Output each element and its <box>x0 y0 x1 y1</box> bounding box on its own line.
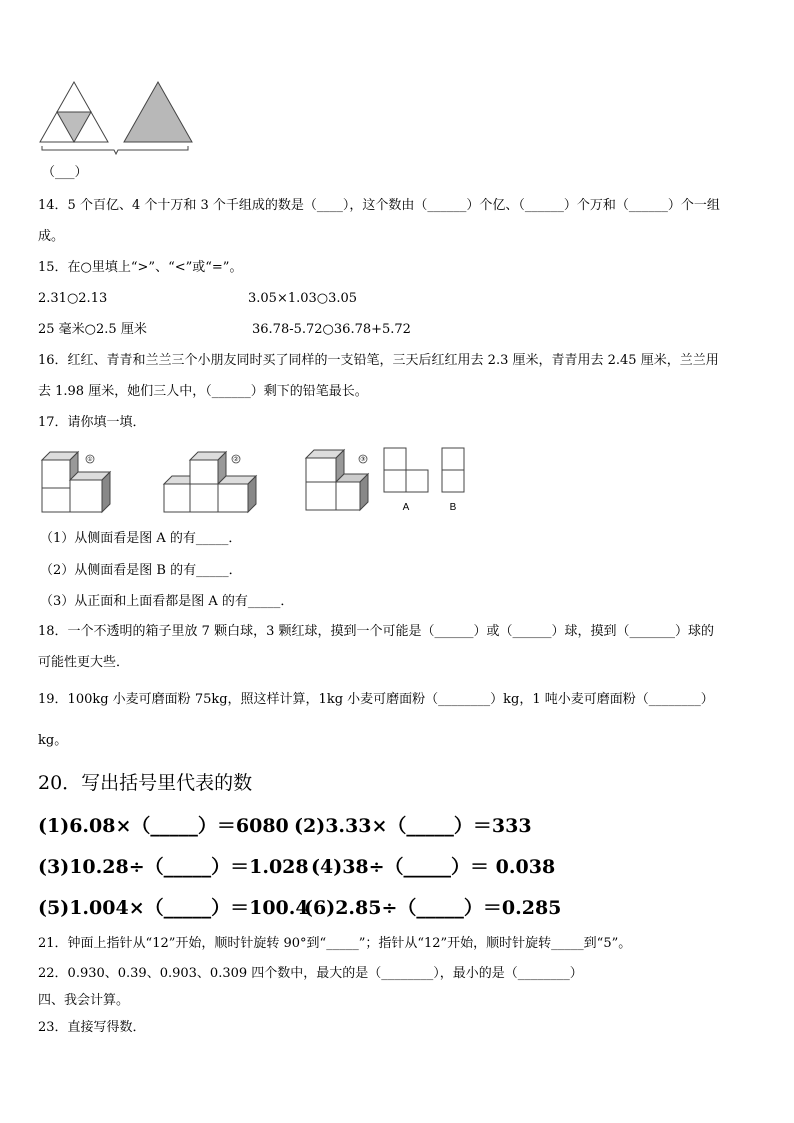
cube-figure-3 <box>306 450 368 510</box>
q17-title: 17．请你填一填． <box>38 415 146 430</box>
view-label-b: B <box>449 502 457 513</box>
q21-text: 21．钟面上指针从“12”开始，顺时针旋转 90°到“_____”；指针从“12”开始，顺时针旋转_____到“5”。 <box>38 936 632 951</box>
q20-p2: (2)3.33×（_____）＝333 <box>294 815 532 837</box>
q18-line2: 可能性更大些． <box>38 655 130 670</box>
view-a <box>384 448 428 513</box>
q18-line1: 18．一个不透明的箱子里放 7 颗白球，3 颗红球，摸到一个可能是（______）或（______）球，摸到（_______）球的 <box>38 624 714 639</box>
q20-p1: (1)6.08×（_____）＝6080 <box>38 815 289 837</box>
fig-label-1: ① <box>87 456 93 463</box>
q20-title: 20．写出括号里代表的数 <box>38 772 253 794</box>
q20-p5: (5)1.004×（_____）＝100.4 <box>38 897 309 919</box>
q15-a: 2.31○2.13 <box>38 291 108 306</box>
fig-label-3: ③ <box>360 456 366 463</box>
triangle-figure <box>36 78 206 158</box>
cube-figures <box>38 446 478 516</box>
q17-s2: （2）从侧面看是图 B 的有_____． <box>40 563 242 578</box>
cube-figure-1 <box>42 452 110 512</box>
q19-line2: kg。 <box>38 733 68 748</box>
q16-line1: 16．红红、青青和兰兰三个小朋友同时买了同样的一支铅笔，三天后红红用去 2.3 厘米，青青用去 2.45 厘米，兰兰用 <box>38 353 719 368</box>
cube-figure-2 <box>164 452 256 512</box>
q15-d: 36.78-5.72○36.78+5.72 <box>252 322 411 337</box>
fig13-blank: （___） <box>42 165 88 180</box>
q19-line1: 19．100kg 小麦可磨面粉 75kg，照这样计算，1kg 小麦可磨面粉（________）kg，1 吨小麦可磨面粉（________） <box>38 692 714 707</box>
q14-line2: 成。 <box>38 229 65 244</box>
q14-line1: 14．5 个百亿、4 个十万和 3 个千组成的数是（____），这个数由（______）个亿、（______）个万和（______）个一组 <box>38 198 720 213</box>
q20-p4: (4)38÷（_____）＝ 0.038 <box>311 856 556 878</box>
q15-title: 15．在○里填上“>”、“<”或“=”。 <box>38 260 243 275</box>
q15-c: 25 毫米○2.5 厘米 <box>38 322 147 337</box>
q23-text: 23．直接写得数． <box>38 1020 146 1035</box>
q15-b: 3.05×1.03○3.05 <box>248 291 358 306</box>
q22-text: 22．0.930、0.39、0.903、0.309 四个数中，最大的是（________），最小的是（________） <box>38 966 583 981</box>
q17-s3: （3）从正面和上面看都是图 A 的有_____． <box>40 594 294 609</box>
q20-p6: (6)2.85÷（_____）＝0.285 <box>304 897 562 919</box>
q16-line2: 去 1.98 厘米，她们三人中，（______）剩下的铅笔最长。 <box>38 384 368 399</box>
fig-label-2: ② <box>233 456 239 463</box>
view-b <box>442 448 464 513</box>
section-4-heading: 四、我会计算。 <box>38 993 130 1008</box>
q17-s1: （1）从侧面看是图 A 的有_____． <box>40 531 242 546</box>
q20-p3: (3)10.28÷（_____）＝1.028 <box>38 856 309 878</box>
view-label-a: A <box>402 502 410 513</box>
